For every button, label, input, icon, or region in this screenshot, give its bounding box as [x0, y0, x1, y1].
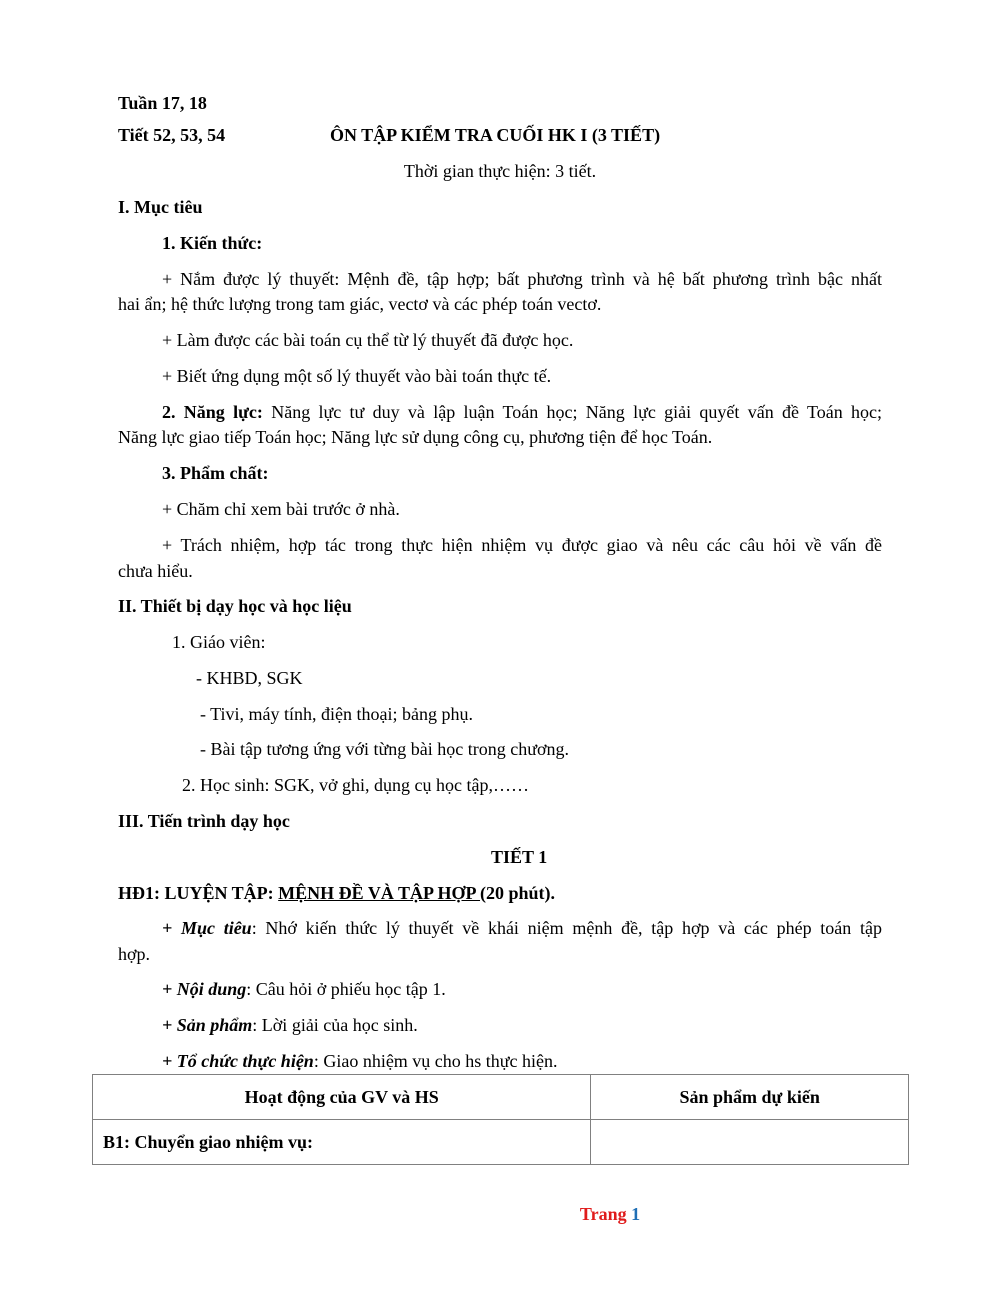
student-line: 2. Học sinh: SGK, vở ghi, dụng cụ học tập,……	[182, 775, 529, 795]
objective-text: : Nhớ kiến thức lý thuyết về khái niệm mệnh đề, tập hợp và các phép toán tập	[251, 918, 882, 938]
period-title: TIẾT 1	[491, 847, 548, 867]
footer-page-number: 1	[631, 1204, 641, 1224]
product-label: + Sản phẩm	[162, 1015, 253, 1035]
organize-label: + Tổ chức thực hiện	[162, 1051, 314, 1071]
teacher-item: - Tivi, máy tính, điện thoại; bảng phụ.	[200, 704, 473, 724]
table-cell	[591, 1120, 909, 1165]
activity-topic: MỆNH ĐỀ VÀ TẬP HỢP	[278, 883, 481, 903]
section-heading-equipment: II. Thiết bị dạy học và học liệu	[118, 596, 352, 616]
knowledge-item: + Làm được các bài toán cụ thể từ lý thuyết đã được học.	[162, 330, 574, 350]
knowledge-item: + Biết ứng dụng một số lý thuyết vào bài toán thực tế.	[162, 366, 552, 386]
section-heading-objectives: I. Mục tiêu	[118, 197, 203, 217]
competence-heading: 2. Năng lực:	[162, 402, 263, 422]
content-label: + Nội dung	[162, 979, 247, 999]
quality-heading: 3. Phẩm chất:	[162, 463, 269, 483]
competence-paragraph	[162, 401, 882, 423]
competence-text: Năng lực tư duy và lập luận Toán học; Năng lực giải quyết vấn đề Toán học;	[271, 402, 883, 422]
knowledge-item: + Nắm được lý thuyết: Mệnh đề, tập hợp; bất phương trình và hệ bất phương trình bậc nhất	[162, 269, 882, 289]
table-header-cell: Sản phẩm dự kiến	[591, 1075, 909, 1120]
organize-line	[162, 1050, 558, 1072]
organize-text: : Giao nhiệm vụ cho hs thực hiện.	[313, 1051, 558, 1071]
table-header-cell: Hoạt động của GV và HS	[93, 1075, 591, 1120]
table-row	[93, 1120, 909, 1165]
quality-item: + Chăm chỉ xem bài trước ở nhà.	[162, 499, 400, 519]
section-heading-process: III. Tiến trình dạy học	[118, 811, 290, 831]
objective-label: + Mục tiêu	[162, 918, 252, 938]
content-text: : Câu hỏi ở phiếu học tập 1.	[246, 979, 446, 999]
page-footer	[0, 1204, 1000, 1225]
week-label: Tuần 17, 18	[118, 93, 207, 113]
quality-item: chưa hiểu.	[118, 561, 193, 581]
content-line	[162, 978, 446, 1000]
knowledge-item: hai ẩn; hệ thức lượng trong tam giác, vectơ và các phép toán vectơ.	[118, 294, 602, 314]
teacher-heading: 1. Giáo viên:	[172, 632, 266, 652]
activity-prefix: HĐ1: LUYỆN TẬP:	[118, 883, 279, 903]
objective-paragraph	[162, 917, 882, 939]
objective-text-continued: hợp.	[118, 944, 151, 964]
teacher-item: - Bài tập tương ứng với từng bài học trong chương.	[200, 739, 570, 759]
knowledge-heading: 1. Kiến thức:	[162, 233, 263, 253]
table-cell: B1: Chuyển giao nhiệm vụ:	[93, 1120, 591, 1165]
duration-text: Thời gian thực hiện: 3 tiết.	[403, 161, 597, 181]
quality-item: + Trách nhiệm, hợp tác trong thực hiện nhiệm vụ được giao và nêu các câu hỏi về vấn đề	[162, 535, 882, 555]
activity-heading	[118, 882, 555, 904]
footer-page-label: Trang	[579, 1204, 627, 1224]
activity-suffix: (20 phút).	[480, 883, 556, 903]
activity-table	[92, 1074, 909, 1165]
product-line	[162, 1014, 418, 1036]
document-title: ÔN TẬP KIỂM TRA CUỐI HK I (3 TIẾT)	[330, 125, 661, 145]
product-text: : Lời giải của học sinh.	[252, 1015, 418, 1035]
periods-label: Tiết 52, 53, 54	[118, 125, 226, 145]
competence-text-continued: Năng lực giao tiếp Toán học; Năng lực sử dụng công cụ, phương tiện để học Toán.	[118, 427, 713, 447]
teacher-item: - KHBD, SGK	[196, 668, 303, 688]
table-header-row	[93, 1075, 909, 1120]
